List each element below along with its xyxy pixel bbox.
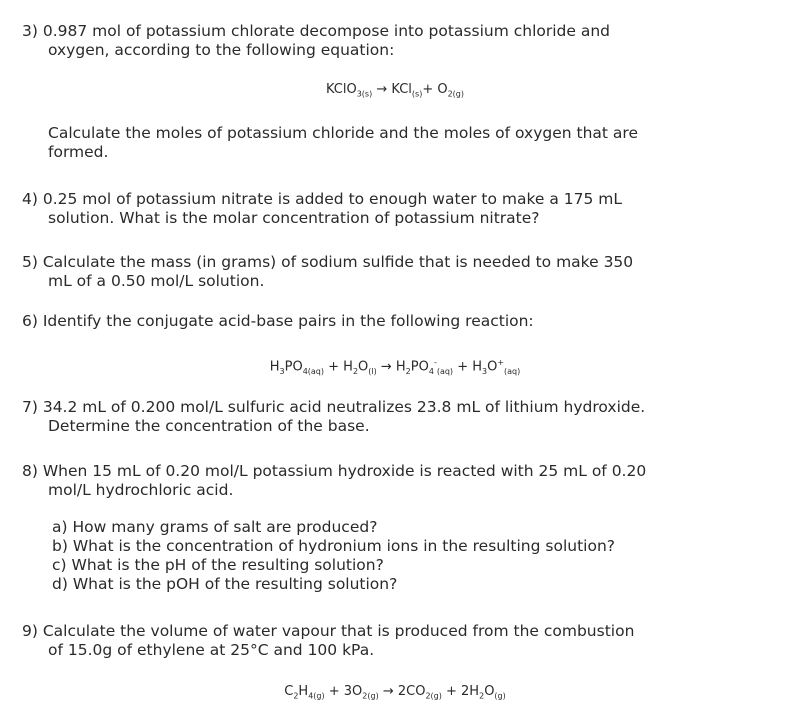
question-3-line-2: oxygen, according to the following equation:	[48, 41, 395, 59]
question-7-line-1: 7) 34.2 mL of 0.200 mol/L sulfuric acid neutralizes 23.8 mL of lithium hydroxide.	[22, 398, 646, 416]
question-3-line-1: 3) 0.987 mol of potassium chlorate decompose into potassium chloride and	[22, 22, 611, 40]
question-3-instruction	[48, 124, 768, 162]
equation-ethylene: $C_2H_{4(g)} + 3O_{2(g)} \to 2CO_{2(g)} + 2H_2O_{(g)}$	[284, 684, 506, 701]
question-6-line-1: 6) Identify the conjugate acid-base pairs in the following reaction:	[22, 312, 534, 330]
question-5-line-2: mL of a 0.50 mol/L solution.	[48, 272, 265, 290]
question-5-line-1: 5) Calculate the mass (in grams) of sodium sulfide that is needed to make 350	[22, 253, 634, 271]
question-6	[22, 312, 772, 331]
question-3-line-3: Calculate the moles of potassium chloride and the moles of oxygen that are	[48, 124, 638, 142]
question-8-part-d: d) What is the pOH of the resulting solution?	[52, 575, 398, 593]
question-3	[22, 22, 772, 60]
question-8-parts	[52, 518, 772, 594]
equation-h3po4: $H_3PO_{4(aq)} + H_2O_{(l)} \to H_2PO_4^-_{(aq)} + H_3O^+_{(aq)}$	[269, 358, 521, 376]
question-5	[22, 253, 772, 291]
question-9	[22, 622, 772, 660]
question-8	[22, 462, 772, 500]
question-7-line-2: Determine the concentration of the base.	[48, 417, 370, 435]
question-3-line-4: formed.	[48, 143, 109, 161]
question-8-part-c: c) What is the pH of the resulting solution?	[52, 556, 384, 574]
question-7	[22, 398, 772, 436]
question-8-part-a: a) How many grams of salt are produced?	[52, 518, 378, 536]
question-8-line-2: mol/L hydrochloric acid.	[48, 481, 234, 499]
question-9-line-2: of 15.0g of ethylene at 25°C and 100 kPa.	[48, 641, 375, 659]
question-8-part-b: b) What is the concentration of hydronium ions in the resulting solution?	[52, 537, 616, 555]
question-4-line-1: 4) 0.25 mol of potassium nitrate is added to enough water to make a 175 mL	[22, 190, 623, 208]
question-4-line-2: solution. What is the molar concentration of potassium nitrate?	[48, 209, 540, 227]
equation-kclo3: KClO$_{3(s)}$ → $KCl_{(s)}+ O_{2(g)}$	[325, 82, 465, 99]
question-9-line-1: 9) Calculate the volume of water vapour that is produced from the combustion	[22, 622, 635, 640]
question-4	[22, 190, 772, 228]
question-8-line-1: 8) When 15 mL of 0.20 mol/L potassium hydroxide is reacted with 25 mL of 0.20	[22, 462, 647, 480]
